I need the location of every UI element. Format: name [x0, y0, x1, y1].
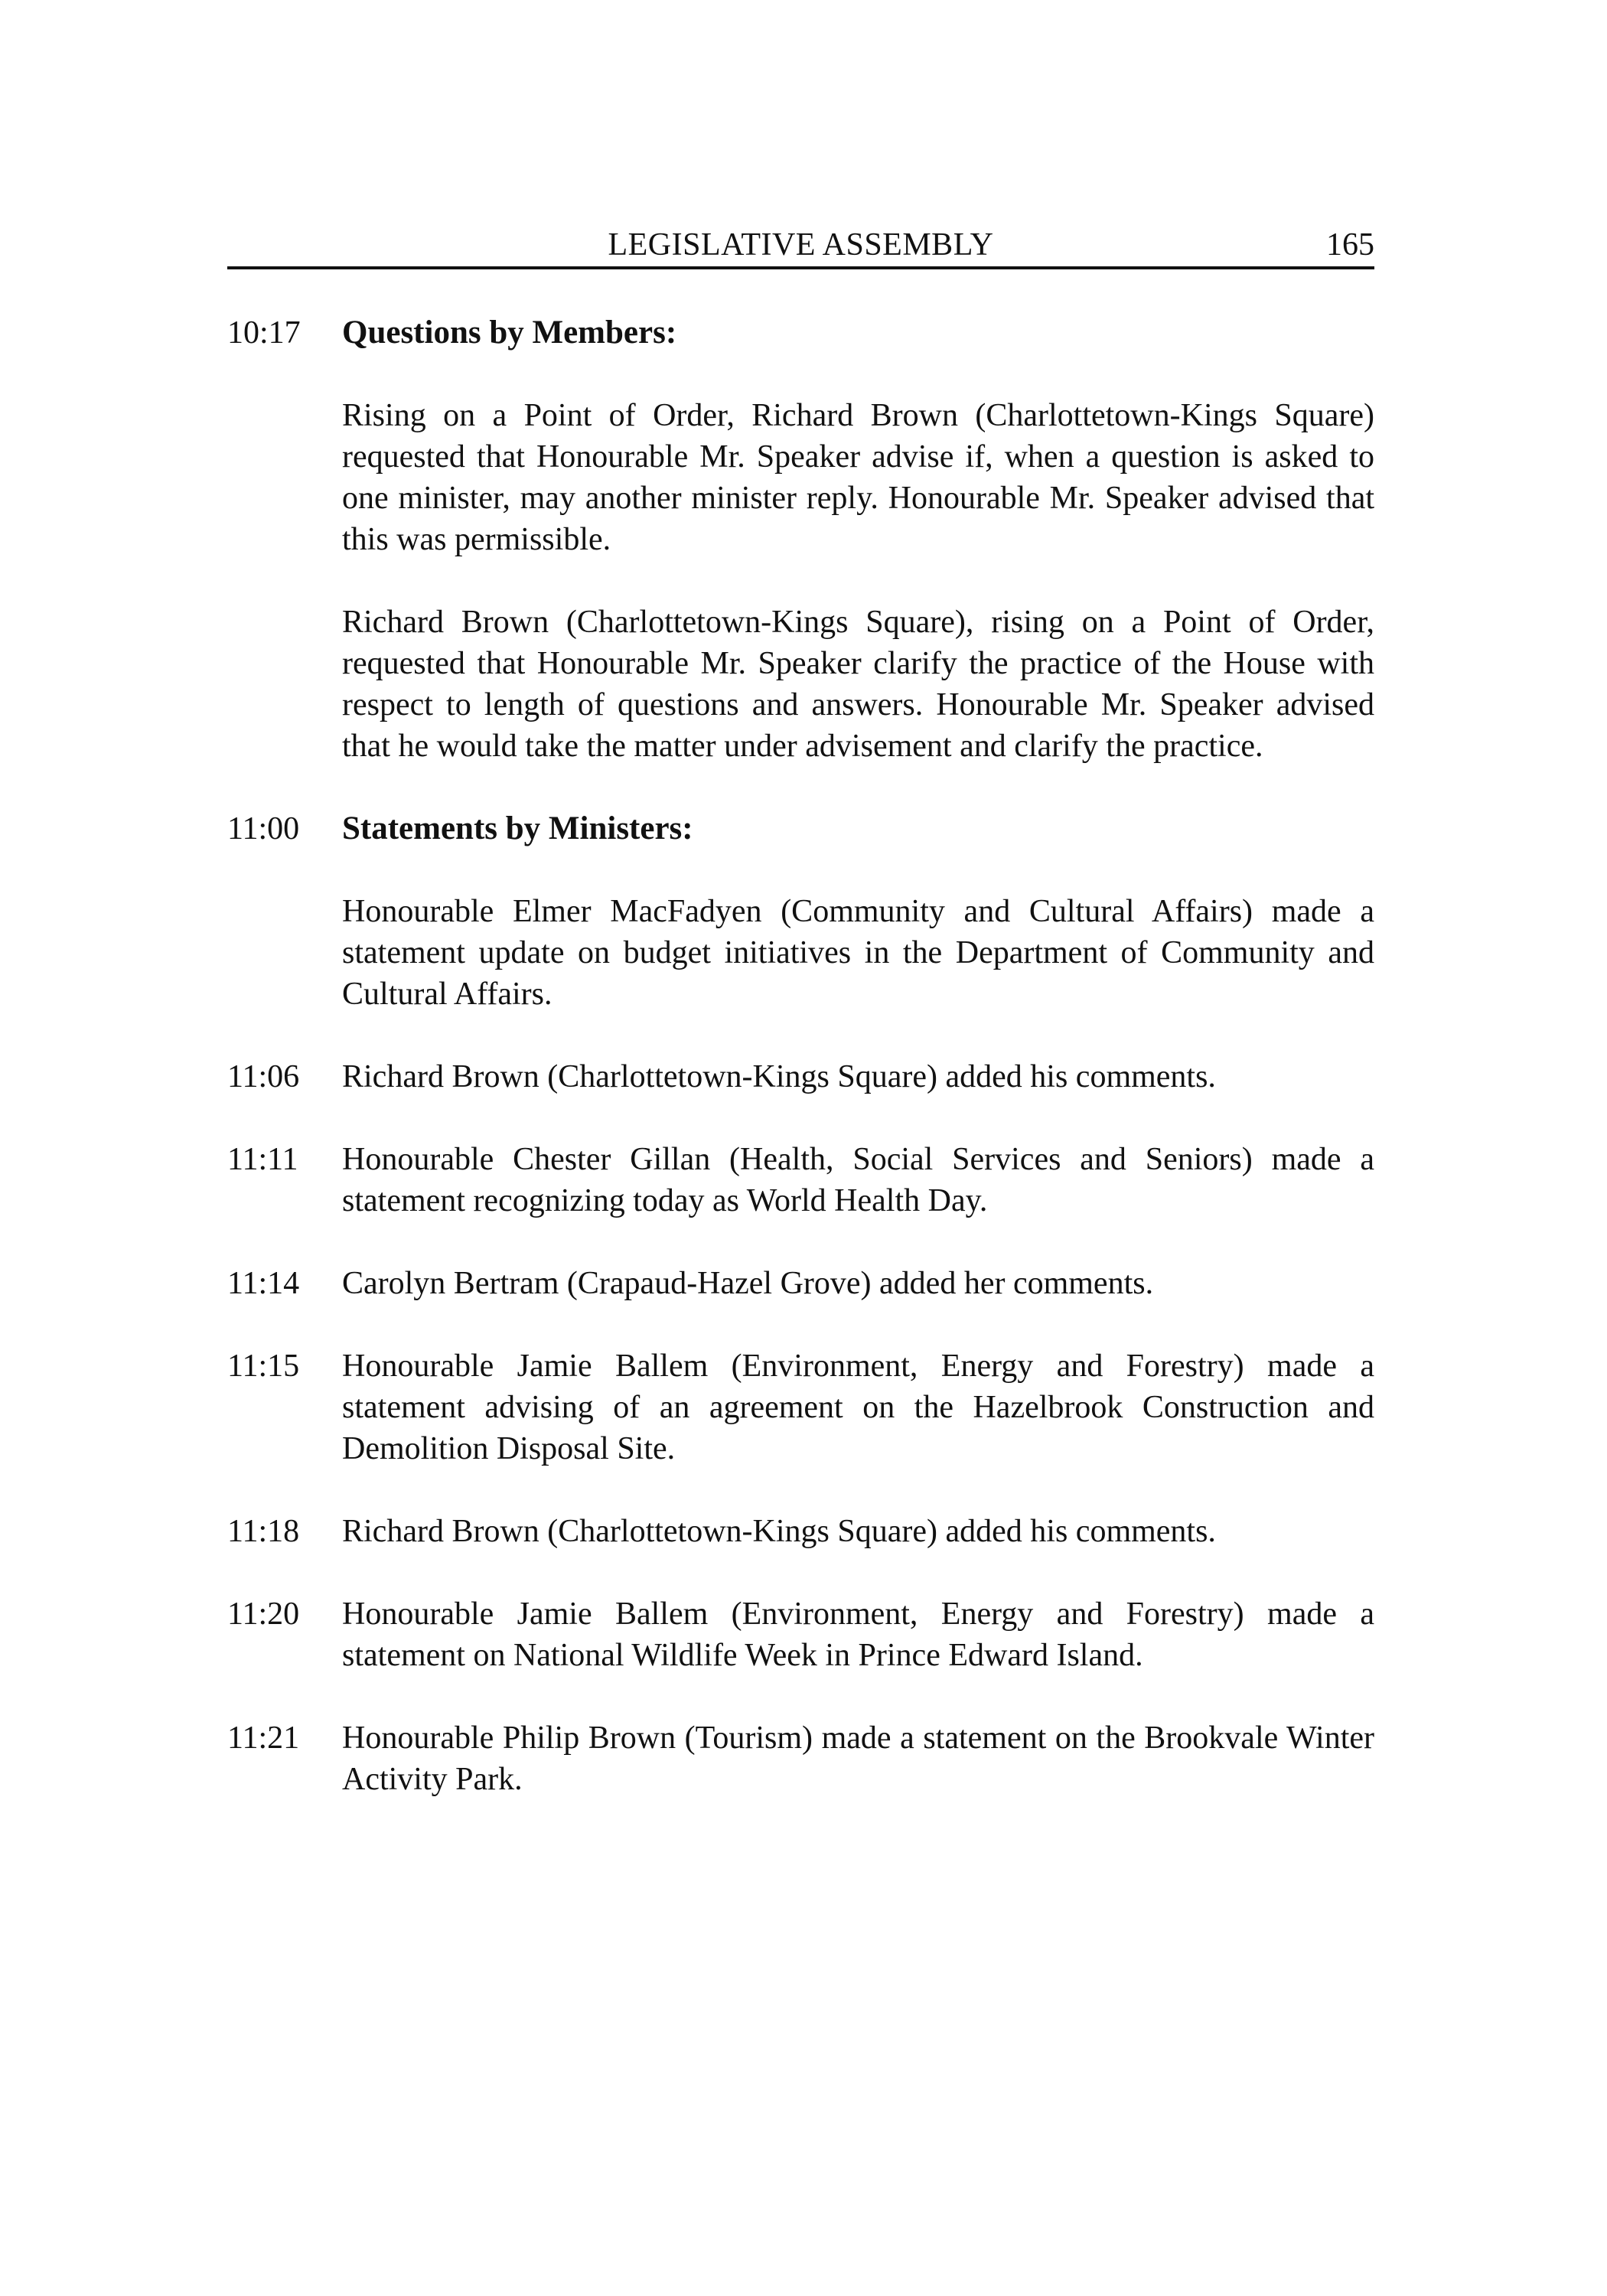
entry-time: 11:18 — [227, 1514, 300, 1549]
entry-time: 11:11 — [227, 1142, 298, 1177]
entry-paragraph: Rising on a Point of Order, Richard Brown (Charlottetown-Kings Square) requested that Honourable Mr. Speaker advise if, when a question is asked to one minister, may another minister reply. Honourable Mr. Speaker advised that this was permissible. — [342, 398, 1374, 557]
journal-entry — [227, 312, 1374, 767]
entry-text: Richard Brown (Charlottetown-Kings Square) added his comments. — [342, 1059, 1216, 1094]
entry-text: Honourable Jamie Ballem (Environment, Energy and Forestry) made a statement on National Wildlife Week in Prince Edward Island. — [342, 1596, 1374, 1673]
entry-text: Honourable Philip Brown (Tourism) made a statement on the Brookvale Winter Activity Park. — [342, 1720, 1374, 1797]
journal-entry — [227, 1345, 1374, 1469]
journal-entry — [227, 1717, 1374, 1800]
entry-text: Richard Brown (Charlottetown-Kings Square) added his comments. — [342, 1514, 1216, 1549]
entry-time: 11:15 — [227, 1349, 300, 1384]
journal-entry — [227, 1263, 1374, 1304]
entry-text: Honourable Chester Gillan (Health, Social Services and Seniors) made a statement recognizing today as World Health Day. — [342, 1142, 1374, 1218]
journal-entries — [227, 312, 1374, 1800]
entry-time: 11:20 — [227, 1596, 300, 1632]
entry-text: Honourable Jamie Ballem (Environment, Energy and Forestry) made a statement advising of an agreement on the Hazelbrook Construction and Demolition Disposal Site. — [342, 1349, 1374, 1466]
entry-time: 11:21 — [227, 1720, 300, 1756]
entry-body — [342, 312, 1374, 767]
entry-time: 11:00 — [227, 811, 300, 846]
journal-entry — [227, 1056, 1374, 1097]
journal-entry — [227, 808, 1374, 1015]
entry-body — [342, 808, 1374, 1015]
page-number: 165 — [1326, 227, 1374, 263]
running-header — [227, 223, 1374, 269]
entry-text: Carolyn Bertram (Crapaud-Hazel Grove) added her comments. — [342, 1266, 1154, 1301]
entry-time: 11:06 — [227, 1059, 300, 1094]
section-heading: Questions by Members: — [342, 315, 677, 351]
entry-paragraph: Honourable Elmer MacFadyen (Community and Cultural Affairs) made a statement update on budget initiatives in the Department of Community and Cultural Affairs. — [342, 894, 1374, 1012]
header-title: LEGISLATIVE ASSEMBLY — [608, 227, 994, 263]
journal-entry — [227, 1511, 1374, 1552]
section-heading: Statements by Ministers: — [342, 810, 693, 846]
entry-time: 10:17 — [227, 315, 301, 351]
journal-entry — [227, 1593, 1374, 1676]
entry-time: 11:14 — [227, 1266, 300, 1301]
entry-paragraph: Richard Brown (Charlottetown-Kings Square), rising on a Point of Order, requested that Honourable Mr. Speaker clarify the practice of the House with respect to length of questions and answers. Honourable Mr. Speaker advised that he would take the matter under advisement and clarify the practice. — [342, 605, 1374, 764]
journal-entry — [227, 1139, 1374, 1221]
